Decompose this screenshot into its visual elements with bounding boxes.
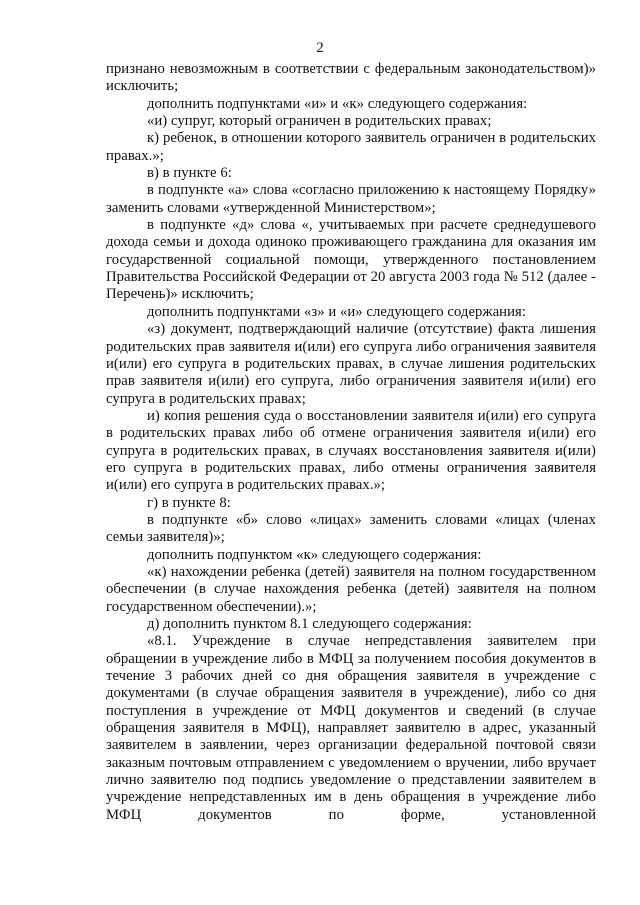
page-number: 2	[316, 40, 324, 56]
paragraph-continuation: признано невозможным в соответствии с федеральным законодательством)» исключить;	[106, 61, 596, 95]
paragraph-subpoint-b: в подпункте «б» слово «лицах» заменить словами «лицах (членах семьи заявителя)»;	[106, 511, 596, 546]
paragraph-subpoint-i: «и) супруг, который ограничен в родительских правах;	[147, 113, 492, 130]
document-body	[106, 61, 596, 824]
paragraph-subpoint-i-copy: и) копия решения суда о восстановлении заявителя и(или) его супруга в родительских правах либо об отмене ограничения заявителя и(или) его супруга в родительских правах, в случаях восстановления заявителя и(или) его супруга в родительских правах, либо отмены ограничения заявителя и(или) его супруга в родительских правах.»;	[106, 407, 596, 494]
paragraph-subpoint-d: в подпункте «д» слова «, учитываемых при расчете среднедушевого дохода семьи и дохода одиноко проживающего гражданина для оказания им государственной социальной помощи, утвержденного постановлением Правительства Российской Федерации от 20 августа 2003 года № 512 (далее - Перечень)» исключить;	[106, 217, 596, 303]
paragraph-subpoint-a: в подпункте «а» слова «согласно приложению к настоящему Порядку» заменить словами «утвержденной Министерством»;	[106, 182, 596, 216]
paragraph-item-g: г) в пункте 8:	[147, 494, 231, 511]
paragraph-add-subpoints-z-i: дополнить подпунктами «з» и «и» следующего содержания:	[147, 303, 526, 320]
paragraph-subpoint-z: «з) документ, подтверждающий наличие (отсутствие) факта лишения родительских прав заявителя и(или) его супруга либо ограничения заявителя и(или) его супруга в родительских правах, в случае лишения родительских прав заявителя и(или) его супруга, либо ограничения заявителя и(или) его супруга в родительских правах;	[106, 321, 596, 407]
paragraph-add-subpoint-k: дополнить подпунктом «к» следующего содержания:	[147, 546, 482, 563]
paragraph-item-d: д) дополнить пунктом 8.1 следующего содержания:	[147, 616, 472, 632]
paragraph-subpoint-k-state: «к) нахождении ребенка (детей) заявителя на полном государственном обеспечении (в случае нахождения ребенка (детей) заявителя на полном государственном обеспечении).»;	[106, 563, 596, 615]
paragraph-subpoint-k: к) ребенок, в отношении которого заявитель ограничен в родительских правах.»;	[106, 130, 596, 164]
paragraph-add-subpoints-i-k: дополнить подпунктами «и» и «к» следующего содержания:	[147, 95, 528, 112]
paragraph-point-8-1: «8.1. Учреждение в случае непредставления заявителем при обращении в учреждение либо в МФЦ за получением пособия документов в течение 3 рабочих дней со дня обращения заявителя в учреждение с документами (в случае обращения заявителя в учреждение), либо со дня поступления в учреждение от МФЦ документов и сведений (в случае обращения заявителя в МФЦ), направляет заявителю в адрес, указанный заявителем в заявлении, через организации федеральной почтовой связи заказным почтовым отправлением с уведомлением о вручении, либо вручает лично заявителю под подпись уведомление о представлении заявителем в учреждение непредставленных им в день обращения в учреждение либо МФЦ документов по форме, установленной	[106, 633, 596, 823]
paragraph-item-v: в) в пункте 6:	[147, 165, 232, 182]
